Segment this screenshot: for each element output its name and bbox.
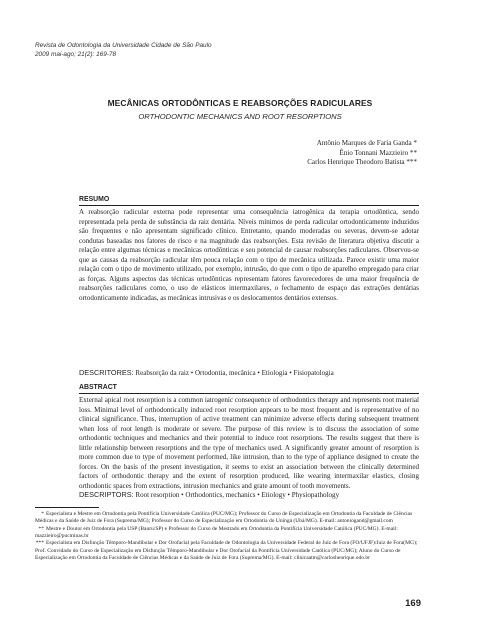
journal-name: Revista de Odontologia da Universidade Cidade de São Paulo <box>35 42 212 49</box>
footnote-mark: *** <box>35 540 44 547</box>
footnote-3 <box>35 540 425 562</box>
page-number: 169 <box>405 598 421 609</box>
resumo-keywords <box>79 368 419 379</box>
journal-header <box>35 42 212 59</box>
descritores-label: DESCRITORES: <box>79 368 134 377</box>
author-1: Antônio Marques de Faria Ganda * <box>316 139 417 147</box>
resumo-divider <box>79 205 419 206</box>
abstract-divider <box>79 393 419 394</box>
footnote-text: Especialista e Mestre em Ortodontia pela Pontifícia Universidade Católica (PUC/MG); Professor do Curso de Especialização em Ortodontia da Faculdade de Ciências Médicas e da Saúde de Juiz de Fora (Suprema/MG); Professor do Curso de Especialização em Ortodontia do Uningá (Ubá/MG). E-mail: antoniogand@gmail.com <box>35 511 413 525</box>
author-2: Ênio Tonnani Mazzieiro ** <box>339 148 417 157</box>
footnote-1 <box>35 511 425 526</box>
descritores-text: Reabsorção da raiz • Ortodontia, mecânica • Etiologia • Fisiopatologia <box>135 369 334 377</box>
abstract-heading: ABSTRACT <box>79 384 117 391</box>
article-title: MECÂNICAS ORTODÔNTICAS E REABSORÇÕES RADICULARES <box>107 98 373 108</box>
abstract-text: External apical root resorption is a common iatrogenic consequence of orthodontics therapy and represents root material loss. Minimal level of orthodontically induced root resorption appears to be most frequent and is representative of no clinical significance. Thus, interruption of active treatment can minimize adverse effects during subsequent treatment when loss of root length is moderate or severe. The purpose of this review is to discuss the association of some orthodontic techniques and mechanics and their potential to induce root resorptions. The results suggest that there is little relationship between resorptions and the type of mechanics used. A significantly greater amount of resorption is more common due to type of movement performed, like intrusion, than to the type of appliance designed to create the forces. On the basis of the present investigation, it seems to exist an association between the clinically determined factors of orthodontic therapy and the extent of resorption produced, like wearing intermaxilar elastics, closing orthodontic spaces from extractions, intrusion mechanics and grate amount of tooth movements. <box>79 396 419 490</box>
author-3: Carlos Henrique Theodoro Batista *** <box>307 158 417 167</box>
footnotes <box>35 511 425 562</box>
footnote-mark: * <box>41 511 44 517</box>
resumo-text: A reabsorção radicular externa pode representar uma consequência iatrogênica da terapia ortodôntica, sendo representada pela perda de substância da raiz dentária. Níveis mínimos de perda radicular ortodonticamente induzidos são frequentes e não apresentam significado clínico. Entretanto, quando moderadas ou severas, devem-se adotar condutas baseadas nos fatores de risco e na magnitude das reabsorções. Esta revisão de literatura objetiva discutir a relação entre algumas técnicas e mecânicas ortodônticas e seu potencial de causar reabsorções radiculares. Observou-se que as causas da reabsorção radicular têm pouca relação com o tipo de mecânica utilizada. Parece existir uma maior relação com o tipo de movimento utilizado, por exemplo, intrusão, do que com o tipo de aparelho empregado para criar as forças. Alguns aspectos das técnicas ortodônticas representam fatores favorecedores de uma maior frequência de reabsorções radiculares como, o uso de elásticos intermaxilares, o fechamento de espaço das extrações dentárias ortodonticamente indicadas, as mecânicas intrusivas e os deslocamentos dentários extensos. <box>79 208 419 302</box>
author-list <box>307 139 417 168</box>
journal-issue: 2009 mai-ago; 21(2): 169-78 <box>35 50 117 58</box>
footnote-2 <box>35 526 425 541</box>
resumo-heading: RESUMO <box>79 196 110 203</box>
descriptors-text: Root resorption • Orthodontics, mechanics • Etiology • Physiopathology <box>135 491 340 499</box>
footnote-text: Especialista em Disfunção Têmporo-Mandibular e Dor Orofacial pela Faculdade de Odontologia da Universidade Federal de Juiz de Fora (FO/UFJF)/Juiz de Fora(MG); Prof. Convidado do Curso de Especialização em Disfunção Têmporo-Mandibular e Dor Orofacial da Pontifícia Universidade Católica (PUC/MG); Aluno do Curso de Especialização em Ortodontia da Faculdade de Ciências Médicas e da Saúde de Juiz de Fora (Suprema/MG). E-mail: clinicaatm@carloshenrique.odo.br <box>35 540 418 562</box>
abstract-keywords <box>79 490 419 501</box>
article-subtitle: ORTHODONTIC MECHANICS AND ROOT RESORPTIONS <box>138 112 342 121</box>
footnote-text: Mestre e Doutor em Ortodontia pela USP (Bauru/SP) e Professor do Curso de Mestrado em Ortodontia da Pontifícia Universidade Católica (PUC/MG). E-mail: mazzieiro@pucminas.br <box>35 525 398 540</box>
descriptors-label: DESCRIPTORS: <box>79 490 134 499</box>
footnote-mark: ** <box>38 525 44 532</box>
footnote-divider <box>35 507 99 508</box>
